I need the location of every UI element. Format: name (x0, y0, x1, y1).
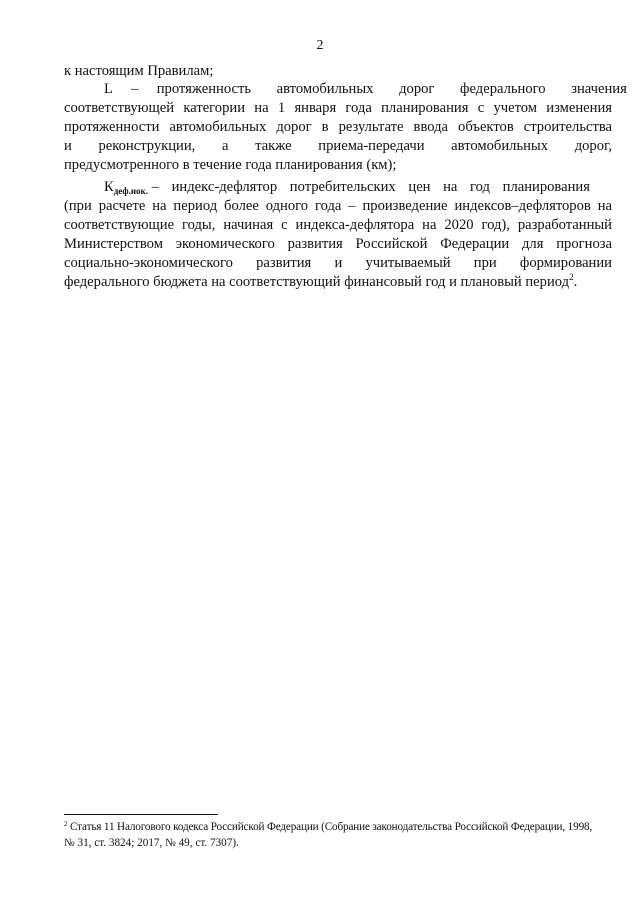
body-line-3: соответствующей категории на 1 января года планирования с учетом изменения (64, 100, 612, 116)
footnote-line-1 (64, 820, 612, 836)
definition-K-text: – индекс-дефлятор потребительских цен на год планирования (151, 179, 590, 195)
body-line-10: Министерством экономического развития Российской Федерации для прогноза (64, 236, 612, 252)
body-line-12-end: . (573, 274, 578, 290)
page-number: 2 (316, 38, 324, 53)
body-line-1: к настоящим Правилам; (64, 63, 214, 79)
footnote-text-1: Статья 11 Налогового кодекса Российской Федерации (Собрание законодательства Российской Федерации, 1998, (70, 821, 593, 833)
footnote-reference: 2 (569, 272, 574, 282)
symbol-K: К (104, 179, 114, 195)
footnote-marker: 2 (64, 820, 68, 828)
body-line-8: (при расчете на период более одного года – произведение индексов–дефляторов на (64, 198, 612, 214)
definition-L (104, 80, 627, 99)
footnote-line-2: № 31, ст. 3824; 2017, № 49, ст. 7307). (64, 837, 239, 849)
body-line-11: социально-экономического развития и учитываемый при формировании (64, 255, 612, 271)
definition-K (104, 178, 612, 198)
body-line-12 (64, 273, 612, 293)
body-line-4: протяженности автомобильных дорог в результате ввода объектов строительства (64, 119, 612, 135)
definition-L-text: протяженность автомобильных дорог федерального значения (156, 81, 627, 97)
symbol-L: L (104, 81, 113, 97)
body-line-6: предусмотренного в течение года планирования (км); (64, 157, 397, 173)
footnote-separator (64, 814, 218, 815)
body-line-5: и реконструкции, а также приема-передачи автомобильных дорог, (64, 138, 612, 154)
symbol-L-dash: – (131, 81, 139, 97)
symbol-K-subscript: деф.иок. (113, 186, 148, 196)
body-line-9: соответствующие годы, начиная с индекса-дефлятора на 2020 год), разработанный (64, 217, 612, 233)
body-line-12-text: федерального бюджета на соответствующий финансовый год и плановый период (64, 274, 570, 290)
